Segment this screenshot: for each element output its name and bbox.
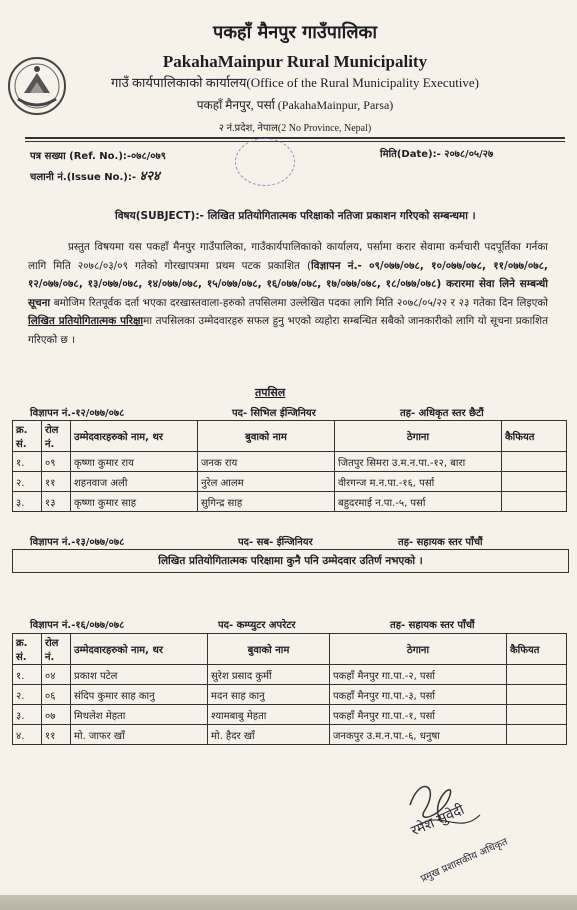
col-address: ठेगाना [335,421,502,452]
col-sn: क्र. सं. [13,421,42,452]
body-text-1: प्रस्तुत विषयमा यस पकहाँ मैनपुर गाउँपालिका, गाउँकार्यपालिकाको कार्यालय, पर्सामा करार सेवामा कर्मचारी पदपूर्तिका गर्नका लागि मिति २०७८/०३/०९ गतेको गोरखापत्रमा प्रथम पटक प्रकाशित ( [28,241,548,272]
cell: ०७ [42,705,71,725]
section1-table [12,420,567,512]
notice-body [28,238,548,350]
body-text-2: बमोजिम रितपूर्वक दर्ता भएका दरखास्तवाला-हरुको तपसिलमा उल्लेखित पदका लागि मिति २०७८/०५/२२ र २३ गतेका दिन लिइएको [50,296,548,309]
cell: पकहाँ मैनपुर गा.पा.-१, पर्सा [330,705,507,725]
cell: ११ [42,725,71,745]
address-line: पकहाँ मैनपुर, पर्सा (PakahaMainpur, Parsa) [196,98,394,112]
section1-level: तह- अधिकृत स्तर छैटौं [400,408,484,419]
cell: ३. [13,492,42,512]
table-row [13,685,567,705]
issue-number [30,166,160,184]
table-row [13,492,567,512]
cell: मदन साह कानु [208,685,330,705]
cell: ३. [13,705,42,725]
section3-ad-no: विज्ञापन नं.-१६/०७७/०७८ [30,620,125,631]
cell: श्यामबाबु मेहता [208,705,330,725]
cell: जितपुर सिमरा उ.म.न.पा.-१२, बारा [335,452,502,472]
issue-label: चलानी नं.(Issue No.):- [30,172,137,183]
col-father: बुवाको नाम [198,421,335,452]
col-father: बुवाको नाम [208,634,330,665]
col-sn: क्र. सं. [13,634,42,665]
cell [507,685,567,705]
subject-line: विषय(SUBJECT):- लिखित प्रतियोगितात्मक परिक्षाको नतिजा प्रकाशन गरिएको सम्बन्धमा । [115,210,476,222]
section2-post: पद- सब- ईन्जिनियर [238,537,313,548]
cell: सुगिन्द्र साह [198,492,335,512]
table-row [13,665,567,685]
cell: मिथलेश मेहता [71,705,208,725]
section3-table [12,633,567,745]
table-row [13,472,567,492]
cell: ४. [13,725,42,745]
cell: शहनवाज अली [71,472,198,492]
cell [507,665,567,685]
section2-level: तह- सहायक स्तर पाँचौं [398,537,483,548]
table-row [13,705,567,725]
section1-ad-no: विज्ञापन नं.-१२/०७७/०७८ [30,408,125,419]
cell: संदिप कुमार साह कानु [71,685,208,705]
signatory-title: प्रमुख प्रशासकीय अधिकृत [419,836,510,885]
cell: १. [13,452,42,472]
cell [502,492,567,512]
col-address: ठेगाना [330,634,507,665]
cell: मो. हैदर खाँ [208,725,330,745]
cell [502,472,567,492]
table-header-row [13,634,567,665]
cell: २. [13,685,42,705]
body-underlined: लिखित प्रतियोगितात्मक परिक्षा [28,315,144,328]
reference-number: पत्र सख्या (Ref. No.):-०७८/०७९ [30,151,166,162]
page-edge [0,895,577,910]
cell [507,725,567,745]
col-remarks: कैफियत [507,634,567,665]
cell: कृष्णा कुमार साह [71,492,198,512]
office-line: गाउँ कार्यपालिकाको कार्यालय(Office of the Rural Municipality Executive) [110,75,480,90]
cell: बहुदरमाई न.पा.-५, पर्सा [335,492,502,512]
cell: १. [13,665,42,685]
cell: ०४ [42,665,71,685]
cell: प्रकाश पटेल [71,665,208,685]
section2-ad-no: विज्ञापन नं.-१३/०७७/०७८ [30,537,125,548]
office-stamp [235,138,295,186]
province-line: २ नं.प्रदेश, नेपाल(2 No Province, Nepal) [218,123,372,134]
cell: कृष्णा कुमार राय [71,452,198,472]
body-bold: विज्ञापन नं.- ०९/०७७/०७८, १०/०७७/०७८, ११/०७७/०७८, १२/०७७/०७८, १३/०७७/०७८, १४/०७७/०७८, १५/०७७/०७८, १६/०७७/०७८, १७/०७७/०७८, १८/०७७/०७८) करारमा सेवा लिने सम्बन्धी सूचना [28,259,548,309]
cell: जनकपुर उ.म.न.पा.-६, धनुषा [330,725,507,745]
table-header-row [13,421,567,452]
section1-post: पद- सिभिल ईन्जिनियर [232,408,316,419]
cell: पकहाँ मैनपुर गा.पा.-२, पर्सा [330,665,507,685]
municipality-title-en: PakahaMainpur Rural Municipality [162,52,428,71]
cell: २. [13,472,42,492]
col-remarks: कैफियत [502,421,567,452]
section2-note: लिखित प्रतियोगितात्मक परिक्षामा कुनै पनि उम्मेदवार उतिर्ण नभएको । [12,549,569,573]
cell: १३ [42,492,71,512]
cell: नुरेल आलम [198,472,335,492]
cell: मो. जाफर खाँ [71,725,208,745]
cell: वीरगन्ज म.न.पा.-१६, पर्सा [335,472,502,492]
header-divider-thin [25,141,565,142]
cell: जनक राय [198,452,335,472]
cell: ११ [42,472,71,492]
tapsil-heading: तपसिल [255,386,286,399]
cell [502,452,567,472]
cell [507,705,567,725]
col-name: उम्मेदवारहरुको नाम, थर [71,421,198,452]
header-divider [25,137,565,139]
cell: सुरेश प्रसाद कुर्मी [208,665,330,685]
col-roll: रोल नं. [42,421,71,452]
table-row [13,725,567,745]
table-row [13,452,567,472]
cell: ०९ [42,452,71,472]
municipality-title-np: पकहाँ मैनपुर गाउँपालिका [212,22,378,43]
section3-level: तह- सहायक स्तर पाँचौं [390,620,475,631]
body-text-3: मा तपसिलका उम्मेदवारहरु सफल हुनु भएको व्यहोरा सम्बन्धित सबैको जानकारीको लागि यो सूचना प्रकाशित गरिएको छ । [28,315,548,346]
section3-post: पद- कम्प्युटर अपरेटर [218,620,296,631]
cell: पकहाँ मैनपुर गा.पा.-३, पर्सा [330,685,507,705]
signatory-name: रमेश सुवेदी [408,801,467,840]
col-roll: रोल नं. [42,634,71,665]
col-name: उम्मेदवारहरुको नाम, थर [71,634,208,665]
date: मिति(Date):- २०७८/०५/२७ [380,149,494,160]
cell: ०६ [42,685,71,705]
issue-value: ४२४ [139,169,160,184]
